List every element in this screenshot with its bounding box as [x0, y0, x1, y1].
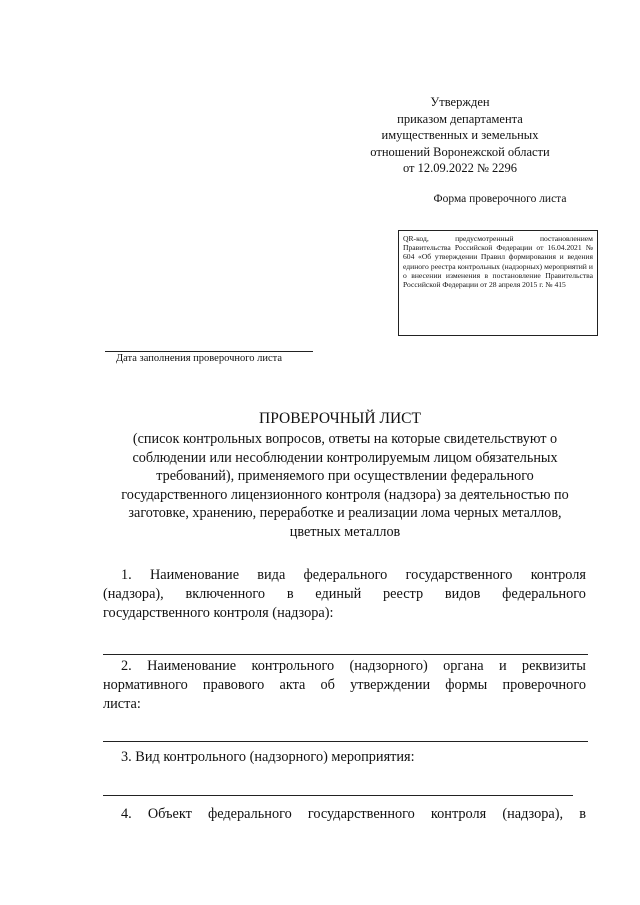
subtitle-line: требований), применяемого при осуществлении федерального: [156, 468, 534, 485]
item-4-line-1: 4. Объект федерального государственного контроля (надзора), в: [121, 806, 586, 822]
fill-line: [103, 654, 588, 655]
subtitle-line: заготовке, хранению, переработке и реализации лома черных металлов,: [128, 505, 562, 522]
approval-line: от 12.09.2022 № 2296: [402, 161, 518, 175]
date-label: Дата заполнения проверочного листа: [116, 353, 283, 364]
subtitle-line: государственного лицензионного контроля (надзора) за деятельностью по: [121, 486, 569, 503]
date-fill-line: [105, 351, 313, 352]
item-1-line-2: (надзора), включенного в единый реестр видов федерального: [103, 586, 586, 602]
approval-stamp: [350, 94, 570, 177]
qr-code-box: QR-код, предусмотренный постановлением Правительства Российской Федерации от 16.04.2021 № 604 «Об утверждении Правил формирования и ведения единого реестра контрольных (надзорных) мероприятий и о внесении изменения в постановление Правительства Российской Федерации от 28 апреля 2015 г. № 415: [398, 230, 598, 336]
approval-line: приказом департамента: [397, 111, 523, 126]
item-2-line-3: листа:: [103, 696, 141, 712]
item-2: [103, 657, 586, 714]
subtitle-line: (список контрольных вопросов, ответы на которые свидетельствуют о: [132, 431, 558, 447]
item-3-line-1: 3. Вид контрольного (надзорного) мероприятия:: [121, 749, 415, 765]
fill-line: [103, 741, 588, 742]
approval-line: Утвержден: [430, 95, 490, 109]
subtitle-line: соблюдении или несоблюдении контролируемым лицом обязательных: [132, 449, 558, 466]
item-3: [103, 748, 586, 767]
fill-line: [103, 795, 573, 796]
document-title: ПРОВЕРОЧНЫЙ ЛИСТ: [259, 410, 421, 427]
item-2-line-2: нормативного правового акта об утверждении формы проверочного: [103, 677, 586, 693]
subtitle-line: цветных металлов: [289, 523, 401, 540]
item-1: [103, 566, 586, 623]
form-label: Форма проверочного листа: [433, 193, 567, 205]
item-1-line-1: 1. Наименование вида федерального государственного контроля: [121, 567, 586, 583]
document-subtitle: [90, 430, 600, 542]
item-4: [103, 805, 586, 824]
item-2-line-1: 2. Наименование контрольного (надзорного) органа и реквизиты: [121, 658, 586, 674]
approval-line: имущественных и земельных: [381, 128, 539, 142]
approval-line: отношений Воронежской области: [370, 144, 550, 159]
item-1-line-3: государственного контроля (надзора):: [103, 605, 334, 621]
